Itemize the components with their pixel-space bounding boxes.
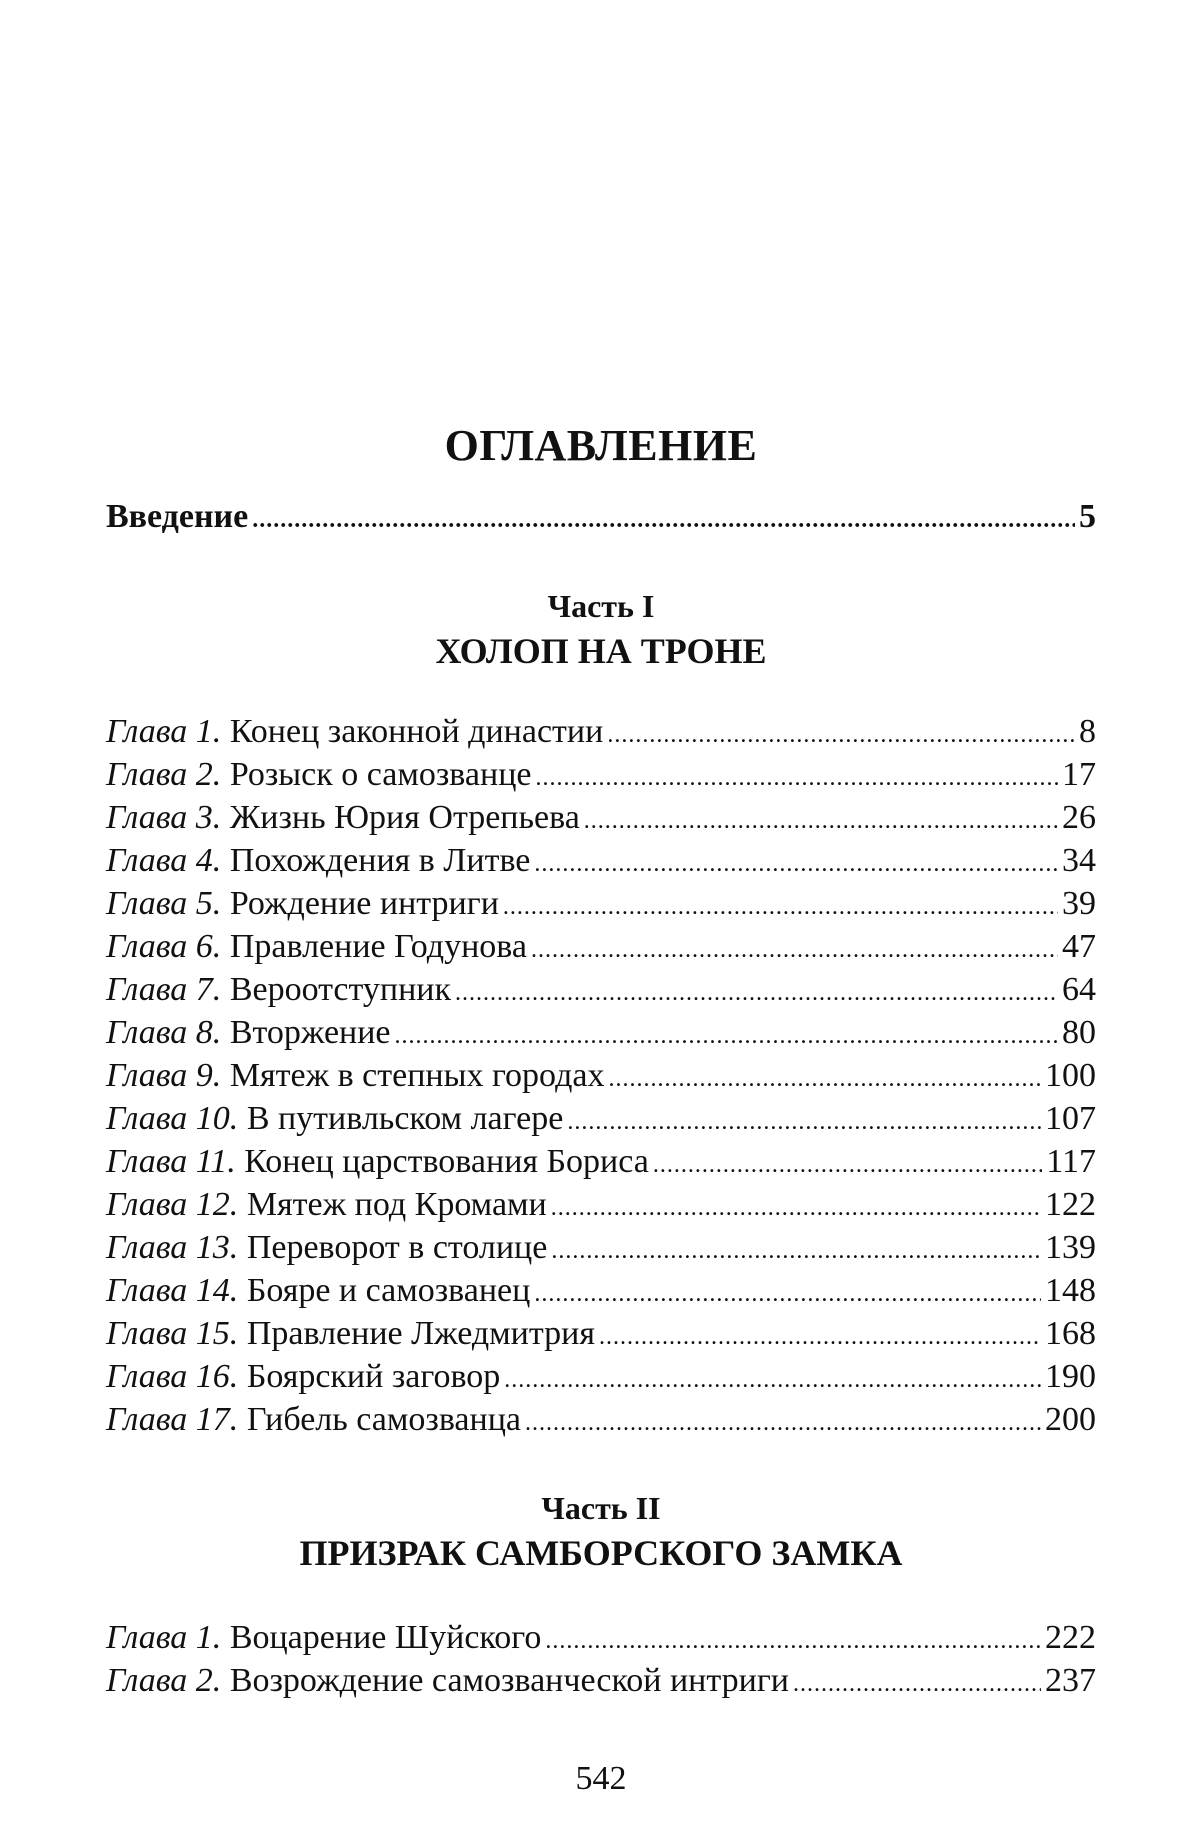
entry-page: 117: [1046, 1143, 1096, 1180]
toc-entry: [106, 712, 1096, 755]
dot-leader: [607, 715, 1075, 755]
chapter-prefix: Глава 12.: [106, 1186, 239, 1223]
entry-page: 5: [1079, 498, 1096, 535]
toc-entry: [106, 1099, 1096, 1142]
chapter-prefix: Глава 1.: [106, 713, 222, 750]
dot-leader: [551, 1188, 1041, 1228]
entry-label: Введение: [106, 498, 249, 535]
dot-leader: [455, 973, 1058, 1013]
dot-leader: [252, 500, 1075, 540]
chapter-prefix: Глава 7.: [106, 971, 222, 1008]
chapter-title: Правление Годунова: [229, 928, 527, 965]
dot-leader: [535, 758, 1058, 798]
toc-entry: [106, 1271, 1096, 1314]
entry-page: 100: [1045, 1057, 1096, 1094]
entry-page: 39: [1062, 885, 1096, 922]
part-1-name: ХОЛОП НА ТРОНЕ: [435, 631, 767, 671]
toc-entry: [106, 841, 1096, 884]
chapter-title: Мятеж в степных городах: [229, 1057, 605, 1094]
chapter-title: В путивльском лагере: [246, 1100, 564, 1137]
chapter-prefix: Глава 14.: [106, 1272, 239, 1309]
dot-leader: [567, 1102, 1041, 1142]
toc-entry: [106, 755, 1096, 798]
entry-page: 8: [1079, 713, 1096, 750]
chapter-title: Правление Лжедмитрия: [246, 1315, 595, 1352]
chapter-title: Жизнь Юрия Отрепьева: [229, 799, 580, 836]
chapter-prefix: Глава 4.: [106, 842, 222, 879]
chapter-prefix: Глава 11.: [106, 1143, 236, 1180]
chapter-prefix: Глава 16.: [106, 1358, 239, 1395]
page-number: 542: [575, 1760, 627, 1797]
part-2-name: ПРИЗРАК САМБОРСКОГО ЗАМКА: [299, 1533, 903, 1573]
toc-entry: [106, 884, 1096, 927]
entry-page: 26: [1062, 799, 1096, 836]
chapter-title: Гибель самозванца: [246, 1401, 522, 1438]
chapter-title: Вторжение: [229, 1014, 391, 1051]
chapter-title: Конец царствования Бориса: [244, 1143, 649, 1180]
chapter-title: Воцарение Шуйского: [229, 1619, 542, 1656]
entry-page: 237: [1045, 1662, 1096, 1699]
dot-leader: [531, 930, 1058, 970]
dot-leader: [584, 801, 1058, 841]
chapter-title: Боярский заговор: [246, 1358, 501, 1395]
dot-leader: [395, 1016, 1058, 1056]
toc-entry: [106, 1314, 1096, 1357]
chapter-title: Вероотступник: [229, 971, 452, 1008]
part-1-number: Часть I: [547, 588, 655, 624]
chapter-title: Бояре и самозванец: [246, 1272, 531, 1309]
toc-entry: [106, 1400, 1096, 1443]
entry-page: 139: [1045, 1229, 1096, 1266]
chapter-prefix: Глава 17.: [106, 1401, 239, 1438]
entry-page: 222: [1045, 1619, 1096, 1656]
dot-leader: [525, 1403, 1041, 1443]
chapter-prefix: Глава 2.: [106, 756, 222, 793]
chapter-title: Переворот в столице: [246, 1229, 548, 1266]
toc-entry-introduction: [106, 497, 1096, 540]
page-title: ОГЛАВЛЕНИЕ: [444, 421, 758, 470]
dot-leader: [504, 1360, 1041, 1400]
entry-page: 17: [1062, 756, 1096, 793]
chapter-title: Рождение интриги: [229, 885, 499, 922]
toc-entry: [106, 1013, 1096, 1056]
part-2-number: Часть II: [541, 1490, 661, 1526]
entry-page: 168: [1045, 1315, 1096, 1352]
dot-leader: [545, 1621, 1041, 1661]
dot-leader: [653, 1145, 1042, 1185]
chapter-prefix: Глава 1.: [106, 1619, 222, 1656]
dot-leader: [534, 1274, 1041, 1314]
toc-entry: [106, 1228, 1096, 1271]
entry-page: 80: [1062, 1014, 1096, 1051]
chapter-prefix: Глава 9.: [106, 1057, 222, 1094]
dot-leader: [503, 887, 1058, 927]
toc-entry: [106, 1357, 1096, 1400]
dot-leader: [551, 1231, 1041, 1271]
toc-entry: [106, 970, 1096, 1013]
chapter-title: Похождения в Литве: [229, 842, 531, 879]
toc-entry: [106, 1056, 1096, 1099]
chapter-prefix: Глава 5.: [106, 885, 222, 922]
book-page: [106, 0, 1096, 1840]
dot-leader: [534, 844, 1058, 884]
chapter-prefix: Глава 6.: [106, 928, 222, 965]
entry-page: 148: [1045, 1272, 1096, 1309]
dot-leader: [793, 1664, 1041, 1704]
toc-entry: [106, 927, 1096, 970]
chapter-title: Розыск о самозванце: [229, 756, 532, 793]
entry-page: 122: [1045, 1186, 1096, 1223]
toc-entry: [106, 798, 1096, 841]
chapter-title: Возрождение самозванческой интриги: [229, 1662, 789, 1699]
chapter-title: Конец законной династии: [229, 713, 604, 750]
toc-entry: [106, 1185, 1096, 1228]
chapter-prefix: Глава 10.: [106, 1100, 239, 1137]
chapter-prefix: Глава 8.: [106, 1014, 222, 1051]
toc-entry: [106, 1661, 1096, 1704]
dot-leader: [599, 1317, 1041, 1357]
chapter-prefix: Глава 13.: [106, 1229, 239, 1266]
toc-entry: [106, 1142, 1096, 1185]
chapter-prefix: Глава 2.: [106, 1662, 222, 1699]
chapter-title: Мятеж под Кромами: [246, 1186, 547, 1223]
chapter-prefix: Глава 15.: [106, 1315, 239, 1352]
entry-page: 190: [1045, 1358, 1096, 1395]
entry-page: 64: [1062, 971, 1096, 1008]
entry-page: 200: [1045, 1401, 1096, 1438]
toc-entry: [106, 1618, 1096, 1661]
chapter-prefix: Глава 3.: [106, 799, 222, 836]
dot-leader: [608, 1059, 1041, 1099]
entry-page: 34: [1062, 842, 1096, 879]
entry-page: 47: [1062, 928, 1096, 965]
entry-page: 107: [1045, 1100, 1096, 1137]
